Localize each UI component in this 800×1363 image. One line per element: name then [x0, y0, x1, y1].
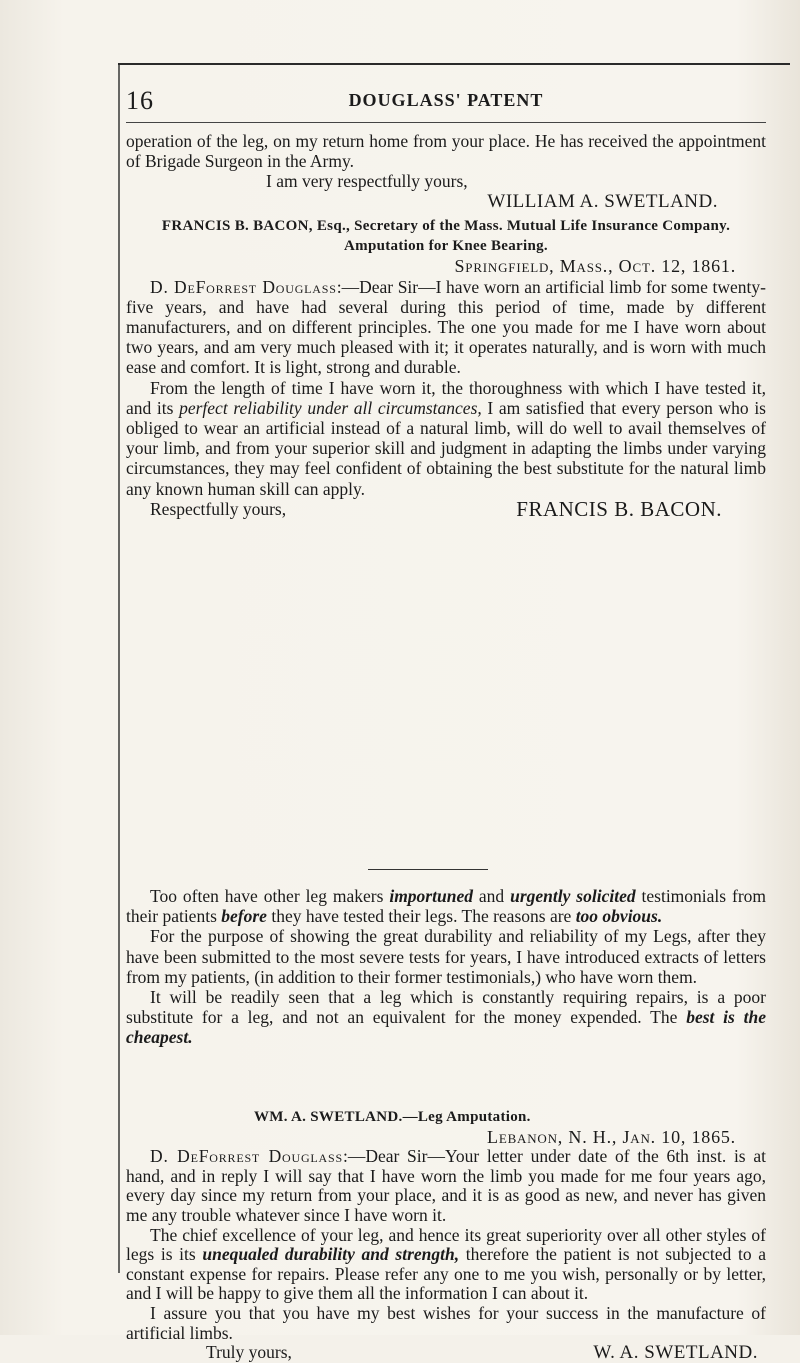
letter2-para2	[126, 378, 766, 499]
letter2-body	[126, 277, 766, 378]
letter2-heading: FRANCIS B. BACON, Esq., Secretary of the Mass. Mutual Life Insurance Company.	[161, 218, 731, 234]
commentary-p3-italic: best is the cheapest.	[126, 1007, 767, 1048]
letter3-signature: W. A. SWETLAND.	[593, 1342, 758, 1363]
letter3-heading: WM. A. SWETLAND.—Leg Amputation.	[254, 1109, 531, 1125]
letter2-signature: FRANCIS B. BACON.	[516, 496, 722, 521]
commentary-p1-obvious: too obvious.	[575, 906, 663, 927]
letter3-body-text: :—Dear Sir—Your letter under date of the 6th inst. is at hand, and in reply I will say that I have worn the limb you made for me four years ago, every day since my return from your place, and it is as good as new, and never has given me any trouble whatever since I have worn it.	[126, 1146, 766, 1225]
commentary-p1-importuned: importuned	[389, 886, 473, 906]
letter2-dateline: Springfield, Mass., Oct. 12, 1861.	[454, 256, 736, 277]
letter2-body-text: :—Dear Sir—I have worn an artificial limb for some twenty-five years, and have had several during this period of time, made by different manufacturers, and on different principles. The one you made for me I have worn about two years, and am very much pleased with it; it operates naturally, and is worn with much ease and comfort. It is light, strong and durable.	[126, 276, 766, 378]
commentary-p2: For the purpose of showing the great durability and reliability of my Legs, after they have been submitted to the most severe tests for years, I have introduced extracts of letters from my patients, (in addition to their former testimonials,) who have worn them.	[126, 926, 766, 987]
letter3-para3: I assure you that you have my best wishes for your success in the manufacture of artificial limbs.	[126, 1302, 766, 1343]
letter1-closing: I am very respectfully yours,	[266, 171, 468, 192]
letter3-signoff	[126, 1343, 766, 1363]
letter2-para2-b: I am satisfied that every person who is obliged to wear an artificial instead of a natural limb, will do well to avail themselves of your limb, and from your superior skill and judgment in adapting the limbs under varying circumstances, they may feel confident of obtaining the best substitute for the natural limb any known human skill can apply.	[126, 397, 766, 499]
letter2-closing: Respectfully yours,	[150, 498, 287, 519]
commentary-p3	[126, 987, 766, 1048]
letter2-subheading: Amputation for Knee Bearing.	[344, 238, 548, 255]
section-divider	[368, 869, 488, 870]
commentary-p1-b: and	[478, 886, 505, 906]
page-header	[126, 86, 766, 116]
commentary-p3-a: It will be readily seen that a leg which is constantly requiring repairs, is a poor substitute for a leg, and not an equivalent for the money expended. The	[126, 987, 766, 1028]
letter2-para2-italic: perfect reliability under all circumstances,	[179, 397, 482, 418]
letter3-para2-italic: unequaled durability and strength,	[202, 1244, 460, 1265]
letter1-body: operation of the leg, on my return home from your place. He has received the appointment of Brigade Surgeon in the Army.	[126, 131, 766, 172]
letter-swetland-continuation	[126, 131, 766, 212]
top-frame-rule	[118, 63, 790, 65]
letter3-para2-a: The chief excellence of your leg, and hence its great superiority over all other styles of legs is its	[126, 1224, 766, 1265]
commentary-p1-d: they have tested their legs. The reasons are	[271, 906, 572, 927]
commentary-p1-solicited: urgently solicited	[510, 886, 636, 906]
letter3-para2	[126, 1226, 766, 1304]
commentary-p1-a: Too often have other leg makers	[150, 886, 384, 906]
letter2-signoff	[126, 496, 766, 521]
commentary	[126, 886, 766, 1048]
letter2-salutation-name: D. DeForrest Douglass	[150, 276, 337, 297]
running-head: DOUGLASS' PATENT	[348, 90, 544, 110]
letter1-signature: WILLIAM A. SWETLAND.	[487, 190, 718, 212]
letter3-closing: Truly yours,	[206, 1342, 292, 1363]
letter3-para2-b: therefore the patient is not subjected to a constant expense for repairs. Please refer any one to me you wish, personally or by letter, and I will be happy to give them all the information I can about it.	[126, 1244, 766, 1304]
letter3-salutation-name: D. DeForrest Douglass	[150, 1146, 343, 1167]
header-rule	[126, 122, 766, 123]
letter3-dateline: Lebanon, N. H., Jan. 10, 1865.	[487, 1126, 736, 1147]
left-frame-rule	[118, 63, 120, 1273]
commentary-p1-c: testimonials from their patients	[126, 886, 767, 927]
letter-swetland-1865	[126, 1108, 766, 1363]
letter3-body	[126, 1147, 766, 1225]
letter-bacon	[126, 216, 766, 519]
commentary-p1-before: before	[221, 906, 267, 927]
page-number: 16	[126, 86, 154, 115]
letter2-para2-a: From the length of time I have worn it, the thoroughness with which I have tested it, and its	[126, 377, 766, 418]
commentary-p1	[126, 886, 766, 926]
